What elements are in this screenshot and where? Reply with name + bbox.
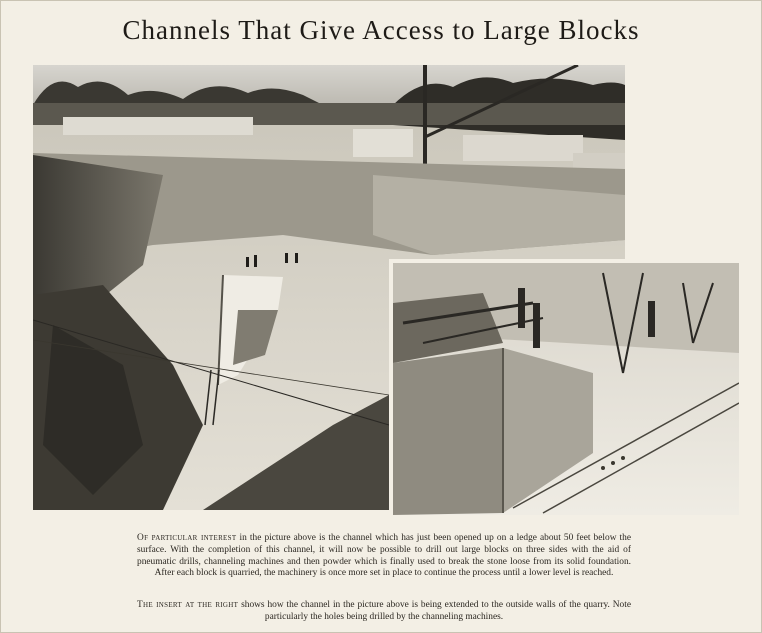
quarry-photo-insert xyxy=(389,259,739,515)
channeling-illustration xyxy=(393,263,739,515)
caption-main xyxy=(137,533,631,579)
page-title: Channels That Give Access to Large Blocks xyxy=(122,15,640,45)
caption-insert xyxy=(137,600,631,623)
caption-main-lead: Of particular interest xyxy=(137,533,237,544)
caption-main-text: in the picture above is the channel which has just been opened up on a ledge about 50 feet below the surface. With the completion of this channel, it will now be possible to drill out large blocks on three sides with the aid of pneumatic drills, channeling machines and then powder which is finally used to break the stone loose from its solid foundation. After each block is quarried, the machinery is once more set in place to continue the process until a lower level is reached. xyxy=(137,533,632,579)
caption-insert-lead: The insert at the right xyxy=(137,600,239,611)
caption-insert-text: shows how the channel in the picture above is being extended to the outside walls of the quarry. Note particularly the holes being drilled by the channeling machines. xyxy=(241,600,631,622)
